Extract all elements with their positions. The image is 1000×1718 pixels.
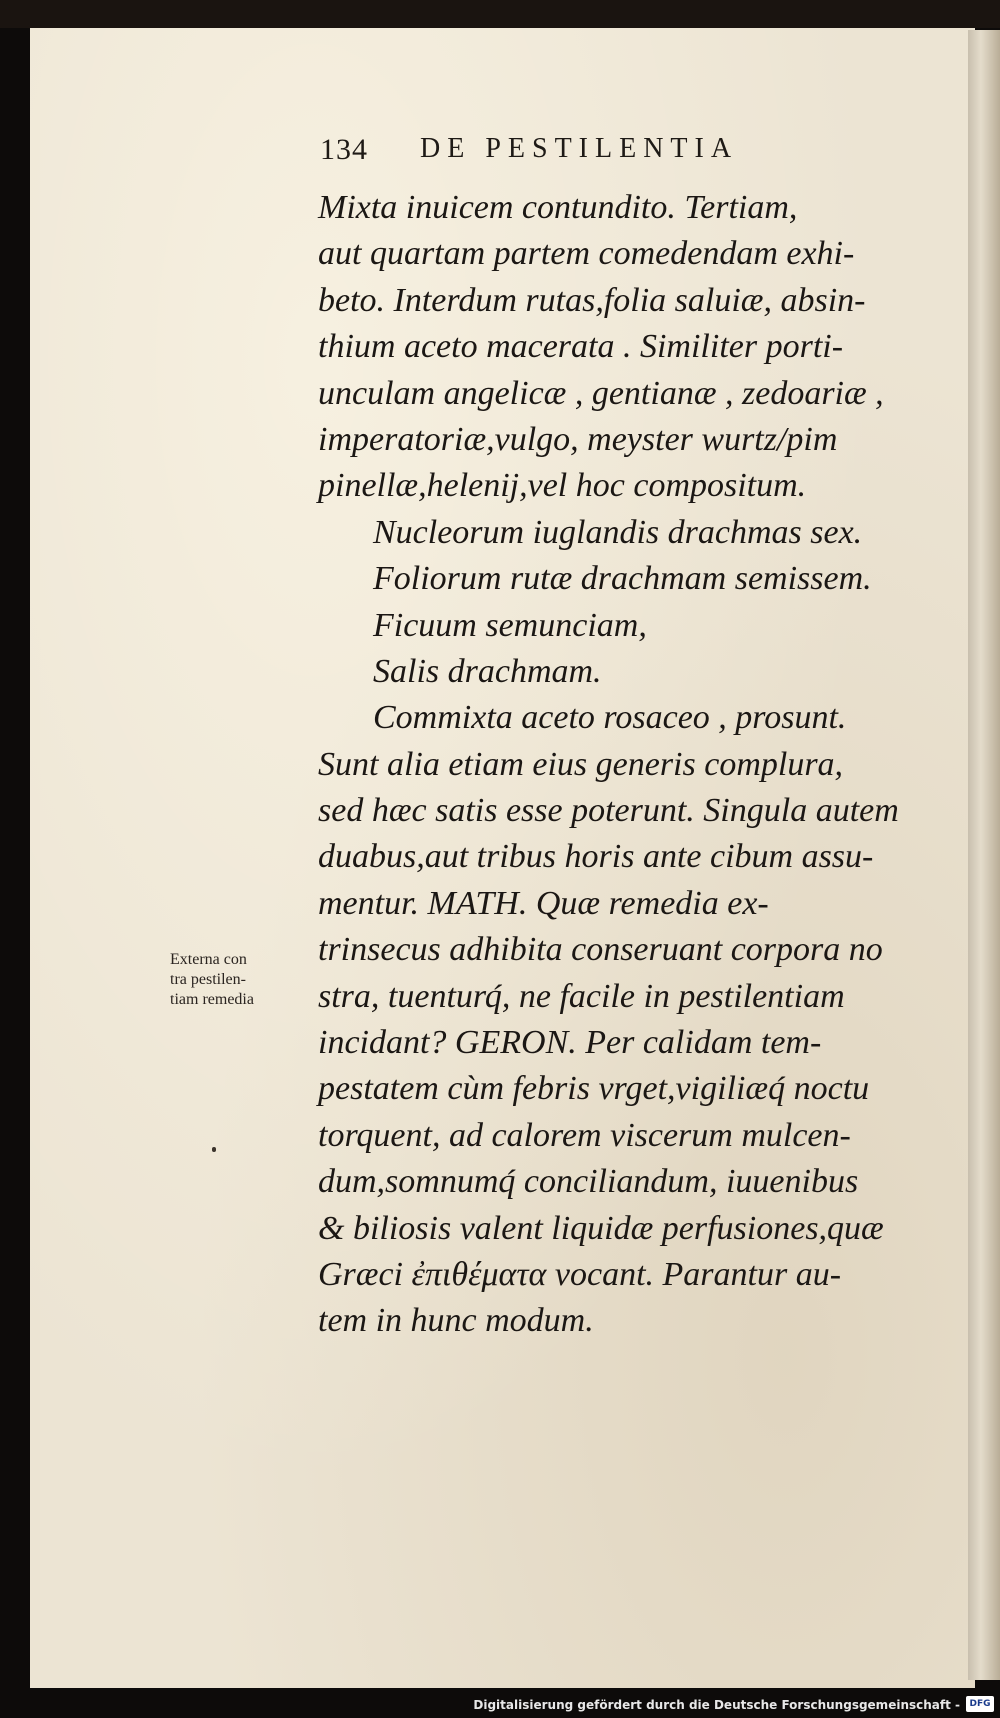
marginal-note-line: tra pestilen-: [170, 971, 246, 988]
page-edge: [968, 30, 1000, 1680]
text-line: Sunt alia etiam eius generis complura,: [318, 745, 844, 783]
marginal-note: [170, 950, 330, 1010]
recipe-line: Nucleorum iuglandis drachmas sex.: [373, 513, 863, 551]
running-title: DE PESTILENTIA: [420, 133, 739, 164]
scan-top-border: [0, 0, 1000, 28]
text-line: beto. Interdum rutas,folia saluiæ, absin-: [318, 281, 866, 319]
text-line: trinsecus adhibita conseruant corpora no: [318, 931, 883, 969]
text-line: dum,somnumq́ conciliandum, iuuenibus: [318, 1163, 859, 1201]
marginal-note-line: tiam remedia: [170, 991, 254, 1008]
text-line: mentur. MATH. Quæ remedia ex-: [318, 884, 769, 922]
text-line: duabus,aut tribus horis ante cibum assu-: [318, 838, 874, 876]
recipe-line: Salis drachmam.: [373, 652, 602, 690]
recipe-line: Ficuum semunciam,: [373, 606, 647, 644]
page-header: [320, 133, 880, 183]
digitization-footer: [0, 1690, 1000, 1718]
ink-speck: [212, 1147, 216, 1152]
text-line: aut quartam partem comedendam exhi-: [318, 235, 855, 273]
main-text: [318, 185, 958, 1345]
text-line: unculam angelicæ , gentianæ , zedoariæ ,: [318, 374, 884, 412]
text-line: torquent, ad calorem viscerum mulcen-: [318, 1116, 851, 1154]
digitization-credit: Digitalisierung gefördert durch die Deutsche Forschungsgemeinschaft -: [473, 1698, 960, 1712]
text-line: pestatem cùm febris vrget,vigiliæq́ noctu: [318, 1070, 870, 1108]
text-line: pinellæ,helenij,vel hoc compositum.: [318, 467, 807, 505]
text-line: stra, tuenturq́, ne facile in pestilentiam: [318, 977, 845, 1015]
text-line: & biliosis valent liquidæ perfusiones,quæ: [318, 1209, 884, 1247]
page-number: 134: [320, 133, 368, 166]
text-line: imperatoriæ,vulgo, meyster wurtz/pim: [318, 420, 838, 458]
text-line: sed hæc satis esse poterunt. Singula autem: [318, 792, 899, 830]
text-line: Commixta aceto rosaceo , prosunt.: [373, 699, 847, 737]
text-line: thium aceto macerata . Similiter porti-: [318, 328, 844, 366]
marginal-note-line: Externa con: [170, 951, 247, 968]
dfg-logo-icon: DFG: [966, 1696, 994, 1712]
text-line: Mixta inuicem contundito. Tertiam,: [318, 189, 798, 226]
text-line: incidant? GERON. Per calidam tem-: [318, 1024, 822, 1062]
text-line: tem in hunc modum.: [318, 1302, 594, 1340]
recipe-line: Foliorum rutæ drachmam semissem.: [373, 560, 872, 598]
text-line: Græci ἐπιθέματα vocant. Parantur au-: [318, 1255, 842, 1293]
